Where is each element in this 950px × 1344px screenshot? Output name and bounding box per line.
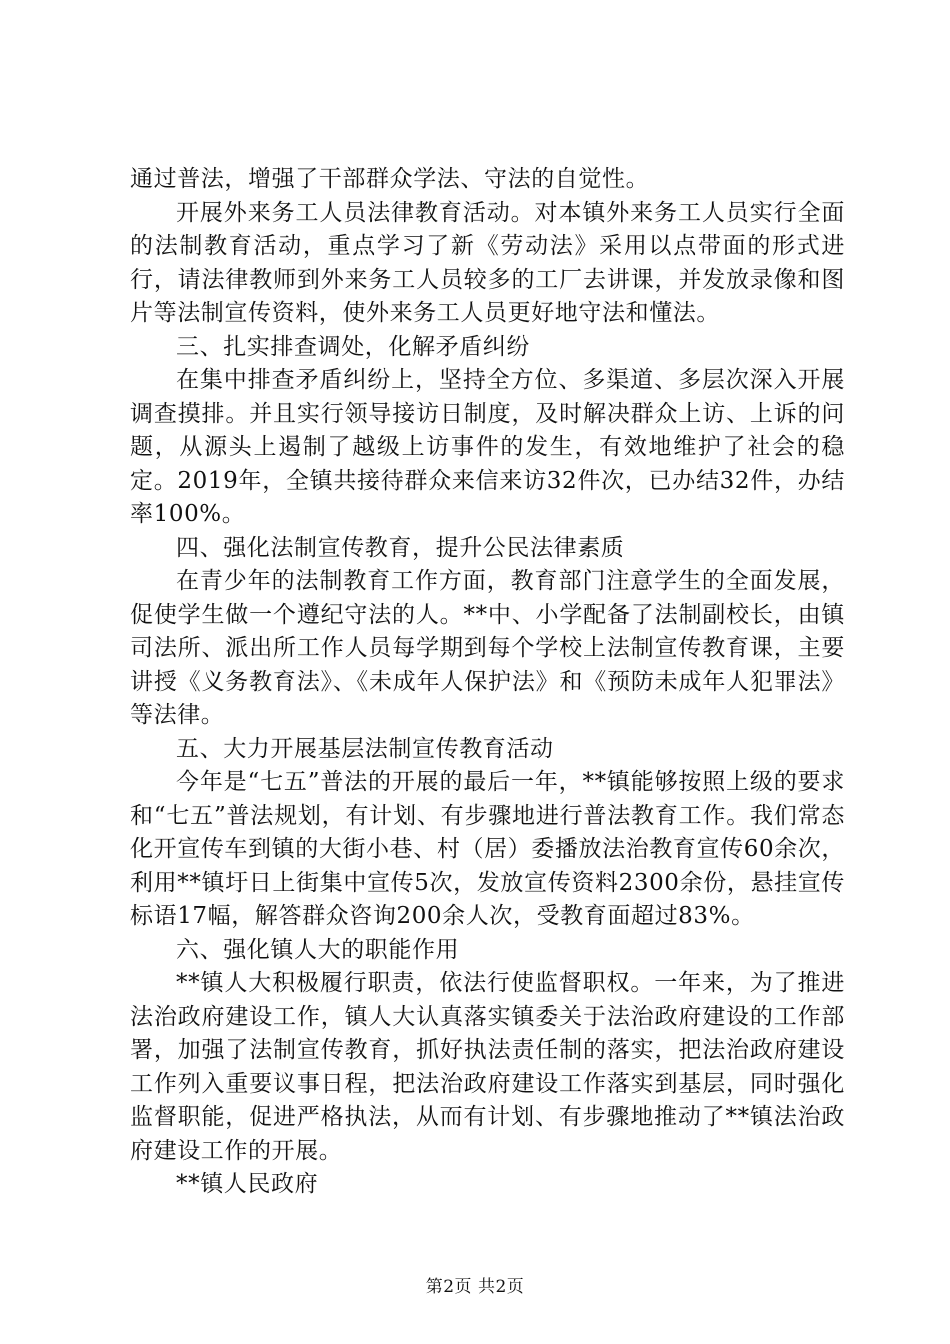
section-heading-4: 四、强化法制宣传教育，提升公民法律素质 [176, 534, 625, 561]
section-heading-5: 五、大力开展基层法制宣传教育活动 [176, 735, 554, 762]
signature-line: **镇人民政府 [176, 1171, 319, 1197]
paragraph-6: 在青少年的法制教育工作方面，教育部门注意学生的全面发展，促使学生做一个遵纪守法的人。**中、小学配备了法制副校长，由镇司法所、派出所工作人员每学期到每个学校上法制宣传教育课，主要讲授《义务教育法》、《未成年人保护法》和《预防未成年人犯罪法》等法律。 [130, 568, 845, 728]
section-heading-6: 六、强化镇人大的职能作用 [176, 936, 460, 963]
paragraph-1: 通过普法，增强了干部群众学法、守法的自觉性。 [130, 166, 650, 192]
paragraph-2: 开展外来务工人员法律教育活动。对本镇外来务工人员实行全面的法制教育活动，重点学习了新《劳动法》采用以点带面的形式进行，请法律教师到外来务工人员较多的工厂去讲课，并发放录像和图片等法制宣传资料，使外来务工人员更好地守法和懂法。 [130, 199, 845, 326]
paragraph-4: 在集中排查矛盾纠纷上，坚持全方位、多渠道、多层次深入开展调查摸排。并且实行领导接访日制度，及时解决群众上访、上诉的问题，从源头上遏制了越级上访事件的发生，有效地维护了社会的稳定。2019年，全镇共接待群众来信来访32件次，已办结32件，办结率100%。 [130, 367, 845, 527]
paragraph-8: 今年是“七五”普法的开展的最后一年，**镇能够按照上级的要求和“七五”普法规划，有计划、有步骤地进行普法教育工作。我们常态化开宣传车到镇的大街小巷、村（居）委播放法治教育宣传60余次，利用**镇圩日上街集中宣传5次，发放宣传资料2300余份，悬挂宣传标语17幅，解答群众咨询200余人次，受教育面超过83%。 [130, 769, 845, 929]
section-heading-3: 三、扎实排查调处，化解矛盾纠纷 [176, 333, 530, 360]
page-footer: 第2页 共2页 [425, 1277, 525, 1297]
paragraph-10: **镇人大积极履行职责，依法行使监督职权。一年来，为了推进法治政府建设工作，镇人大认真落实镇委关于法治政府建设的工作部署，加强了法制宣传教育，抓好执法责任制的落实，把法治政府建设工作列入重要议事日程，把法治政府建设工作落实到基层，同时强化监督职能，促进严格执法，从而有计划、有步骤地推动了**镇法治政府建设工作的开展。 [130, 970, 845, 1164]
document-body [130, 163, 845, 1202]
